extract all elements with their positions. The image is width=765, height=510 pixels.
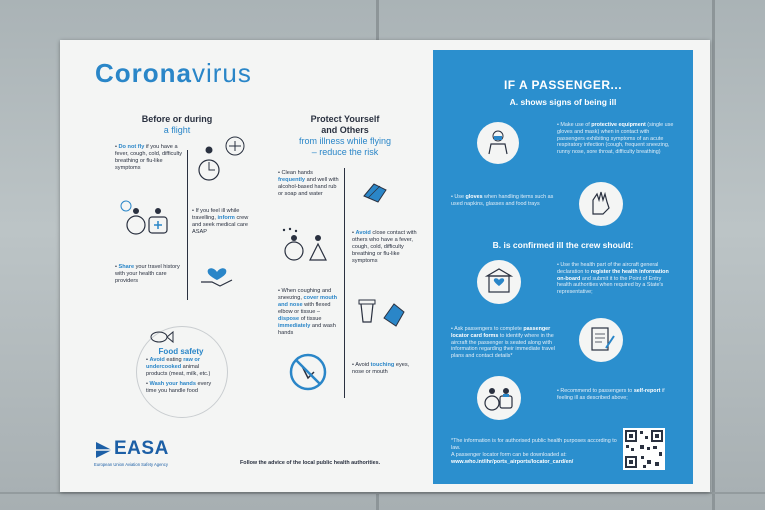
note-url: www.who.int/ihr/ports_airports/locator_card/en/ — [451, 459, 574, 465]
easa-subtitle: European Union Aviation Safety Agency — [94, 462, 168, 467]
easa-name: EASA — [114, 438, 169, 459]
wall-panel-seam — [712, 0, 715, 510]
note-authorised: *The information is for authorised public health purposes according to law. — [451, 438, 617, 451]
poster-left-half — [60, 40, 432, 492]
right-title: IF A PASSENGER... — [503, 78, 623, 92]
bin-and-hands-icon — [356, 294, 408, 334]
col1-heading — [122, 114, 232, 136]
footer-advice: Follow the advice of the local public health authorities. — [240, 460, 381, 466]
col2-item-avoid-touching: • Avoid touching eyes, nose or mouth — [352, 362, 410, 375]
col2-heading-bold-2: and Others — [321, 125, 369, 135]
col2-heading — [290, 114, 400, 158]
col2-item-clean-hands: • Clean hands frequently and well with alcohol-based hand rub or soap and water — [278, 170, 339, 197]
heart-hand-icon — [198, 258, 236, 290]
item-use-gloves: • Use gloves when handling items such as used napkins, glasses and food trays — [451, 194, 554, 207]
note-locator-download: A passenger locator form can be downloaded at: — [451, 452, 567, 458]
section-a-heading: A. shows signs of being ill — [509, 97, 617, 107]
qr-code-icon — [623, 428, 665, 470]
coronavirus-poster — [60, 40, 710, 492]
easa-logo-icon — [94, 440, 114, 460]
col2-heading-light-2: – reduce the risk — [311, 147, 379, 157]
two-passengers-icon — [482, 382, 516, 414]
col1-divider — [187, 150, 188, 300]
title-bold: Corona — [95, 58, 192, 88]
col2-heading-light-1: from illness while flying — [298, 136, 392, 146]
distance-people-icon — [278, 226, 332, 266]
item-protective-equipment: • Make use of protective equipment (single use gloves and mask) when in contact with passengers exhibiting symptoms of an acute respiratory infection (cough, frequent sneezing, runny nose, sore throat, difficulty breathing) — [557, 122, 674, 156]
food-safety-title: Food safety — [158, 347, 204, 356]
col2-item-avoid-contact: • Avoid close contact with others who have a fever, cough, cold, difficulty breathing or flu-like symptoms — [352, 230, 417, 264]
wall-panel-edge — [0, 492, 765, 494]
item-passenger-locator: • Ask passengers to complete passenger locator card forms to identify where in the aircraft the passenger is seated along with information regarding their immediate travel plans and contact details* — [451, 326, 555, 360]
mask-person-icon — [483, 128, 513, 158]
ill-passenger-icon — [195, 136, 251, 184]
health-building-icon — [483, 266, 515, 298]
form-pen-icon — [586, 324, 618, 356]
poster-title — [95, 58, 252, 89]
item-self-report: • Recommend to passengers to self-report if feeling ill as described above; — [557, 388, 665, 401]
washing-hands-icon — [358, 176, 392, 206]
fish-icon — [148, 328, 174, 346]
poster-right-panel — [433, 50, 693, 484]
col2-item-cover-mouth: • When coughing and sneezing, cover mouth and nose with flexed elbow or tissue – dispose of tissue immediately and wash hands — [278, 288, 338, 336]
food-item-wash-hands: • Wash your hands every time you handle food — [146, 381, 212, 394]
col1-heading-light: a flight — [163, 125, 191, 135]
col1-item-inform-crew: • If you feel ill while travelling, inform crew and seek medical care ASAP — [192, 208, 249, 235]
two-people-icon — [118, 200, 172, 240]
section-b-heading: B. is confirmed ill the crew should: — [492, 240, 634, 250]
col1-heading-bold: Before or during — [141, 114, 213, 124]
no-touch-face-icon — [288, 352, 328, 392]
col2-divider — [344, 168, 345, 398]
col1-item-share-history: • Share your travel history with your health care providers — [115, 264, 180, 284]
food-item-avoid-raw: • Avoid eating raw or undercooked animal products (meat, milk, etc.) — [146, 357, 211, 377]
title-light: virus — [192, 58, 252, 88]
col1-item-do-not-fly: • Do not fly if you have a fever, cough, cold, difficulty breathing or flu-like symptoms — [115, 144, 183, 171]
col2-heading-bold-1: Protect Yourself — [310, 114, 380, 124]
item-register-health-info: • Use the health part of the aircraft general declaration to register the health information on-board and submit it to the Point of Entry health authorities when required by a State's representative; — [557, 262, 669, 296]
gloves-icon — [585, 188, 617, 220]
